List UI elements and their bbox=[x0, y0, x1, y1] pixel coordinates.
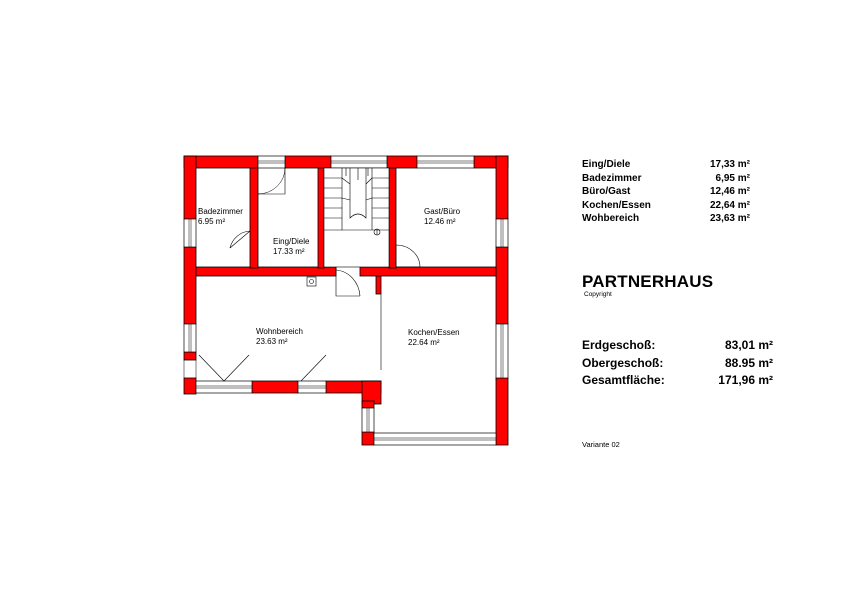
summary-label: Gesamtfläche: bbox=[582, 373, 665, 387]
summary-label: Obergeschoß: bbox=[582, 355, 664, 370]
room-area: 6.95 m² bbox=[198, 217, 226, 226]
wall-int-horizontal-2 bbox=[360, 267, 496, 276]
wall-int-stub bbox=[376, 276, 381, 294]
room-name: Gast/Büro bbox=[424, 207, 461, 216]
page-title: PARTNERHAUS bbox=[582, 272, 714, 291]
window-top-3 bbox=[417, 156, 474, 168]
area-row-value: 6,95 m² bbox=[715, 172, 750, 184]
summary-row bbox=[582, 355, 773, 373]
room-label-badezimmer bbox=[198, 207, 243, 227]
wall-top-2 bbox=[285, 156, 331, 168]
window-bottom-kitchen bbox=[374, 433, 496, 445]
wall-bottom-left-stub bbox=[184, 378, 196, 394]
area-row-value: 12,46 m² bbox=[709, 186, 750, 197]
area-row-value: 22,64 m² bbox=[709, 199, 750, 211]
wall-left-2 bbox=[184, 247, 196, 324]
outlet-icon bbox=[307, 277, 316, 286]
room-area: 17.33 m² bbox=[273, 247, 305, 256]
room-area: 22.64 m² bbox=[408, 338, 440, 347]
room-label-wohnbereich bbox=[256, 327, 303, 347]
wall-int-bath-right bbox=[250, 168, 258, 268]
wall-int-stair-left bbox=[318, 168, 324, 268]
wall-right-2 bbox=[496, 247, 508, 324]
wall-int-stair-right bbox=[389, 168, 396, 268]
wall-right-3 bbox=[496, 378, 508, 445]
summary-table bbox=[582, 337, 773, 390]
wall-bottom-1 bbox=[252, 381, 298, 393]
area-row-label: Eing/Diele bbox=[582, 159, 631, 170]
wall-corner-lower bbox=[362, 381, 381, 404]
wall-top-3 bbox=[387, 156, 417, 168]
room-area: 23.63 m² bbox=[256, 337, 288, 346]
area-row bbox=[582, 185, 750, 199]
summary-row bbox=[582, 337, 773, 355]
summary-label: Erdgeschoß: bbox=[582, 338, 656, 352]
summary-row bbox=[582, 372, 773, 390]
window-lower-left bbox=[362, 408, 374, 432]
area-row-label: Kochen/Essen bbox=[582, 199, 651, 211]
summary-value: 88.95 m² bbox=[724, 355, 773, 370]
room-label-eing-diele bbox=[273, 237, 309, 257]
window-top-2 bbox=[331, 156, 387, 168]
area-row bbox=[582, 158, 750, 172]
area-row bbox=[582, 172, 750, 186]
room-label-kochen-essen bbox=[408, 328, 460, 348]
window-right-1 bbox=[496, 219, 508, 247]
window-right-2 bbox=[496, 324, 508, 378]
area-row bbox=[582, 199, 750, 213]
room-label-gast-buero bbox=[424, 207, 460, 227]
copyright-note: Copyright bbox=[584, 291, 612, 298]
area-row bbox=[582, 212, 750, 226]
room-area: 12.46 m² bbox=[424, 217, 456, 226]
window-top-1 bbox=[258, 156, 285, 168]
room-name: Wohnbereich bbox=[256, 327, 303, 336]
window-left-1 bbox=[184, 219, 196, 247]
area-row-value: 17,33 m² bbox=[709, 159, 750, 170]
area-row-label: Wohbereich bbox=[582, 213, 640, 224]
room-name: Kochen/Essen bbox=[408, 328, 460, 337]
wall-right-1 bbox=[496, 156, 508, 219]
wall-left-3 bbox=[184, 352, 196, 360]
wall-lower-left-1 bbox=[362, 401, 374, 408]
summary-value: 83,01 m² bbox=[724, 338, 773, 352]
window-bottom-1 bbox=[196, 381, 252, 393]
summary-value: 171,96 m² bbox=[718, 373, 773, 387]
wall-left-1 bbox=[184, 156, 196, 219]
window-bottom-2 bbox=[298, 381, 326, 393]
room-name: Badezimmer bbox=[198, 207, 243, 216]
staircase bbox=[324, 168, 389, 267]
room-name: Eing/Diele bbox=[273, 237, 310, 246]
wall-int-horizontal-1 bbox=[196, 267, 336, 276]
area-row-label: Badezimmer bbox=[582, 172, 642, 184]
wall-lower-left-2 bbox=[362, 432, 374, 445]
variant-label: Variante 02 bbox=[582, 440, 620, 449]
area-row-value: 23,63 m² bbox=[709, 213, 750, 224]
area-row-label: Büro/Gast bbox=[582, 186, 631, 197]
room-area-table bbox=[582, 158, 750, 226]
window-left-2 bbox=[184, 324, 196, 352]
